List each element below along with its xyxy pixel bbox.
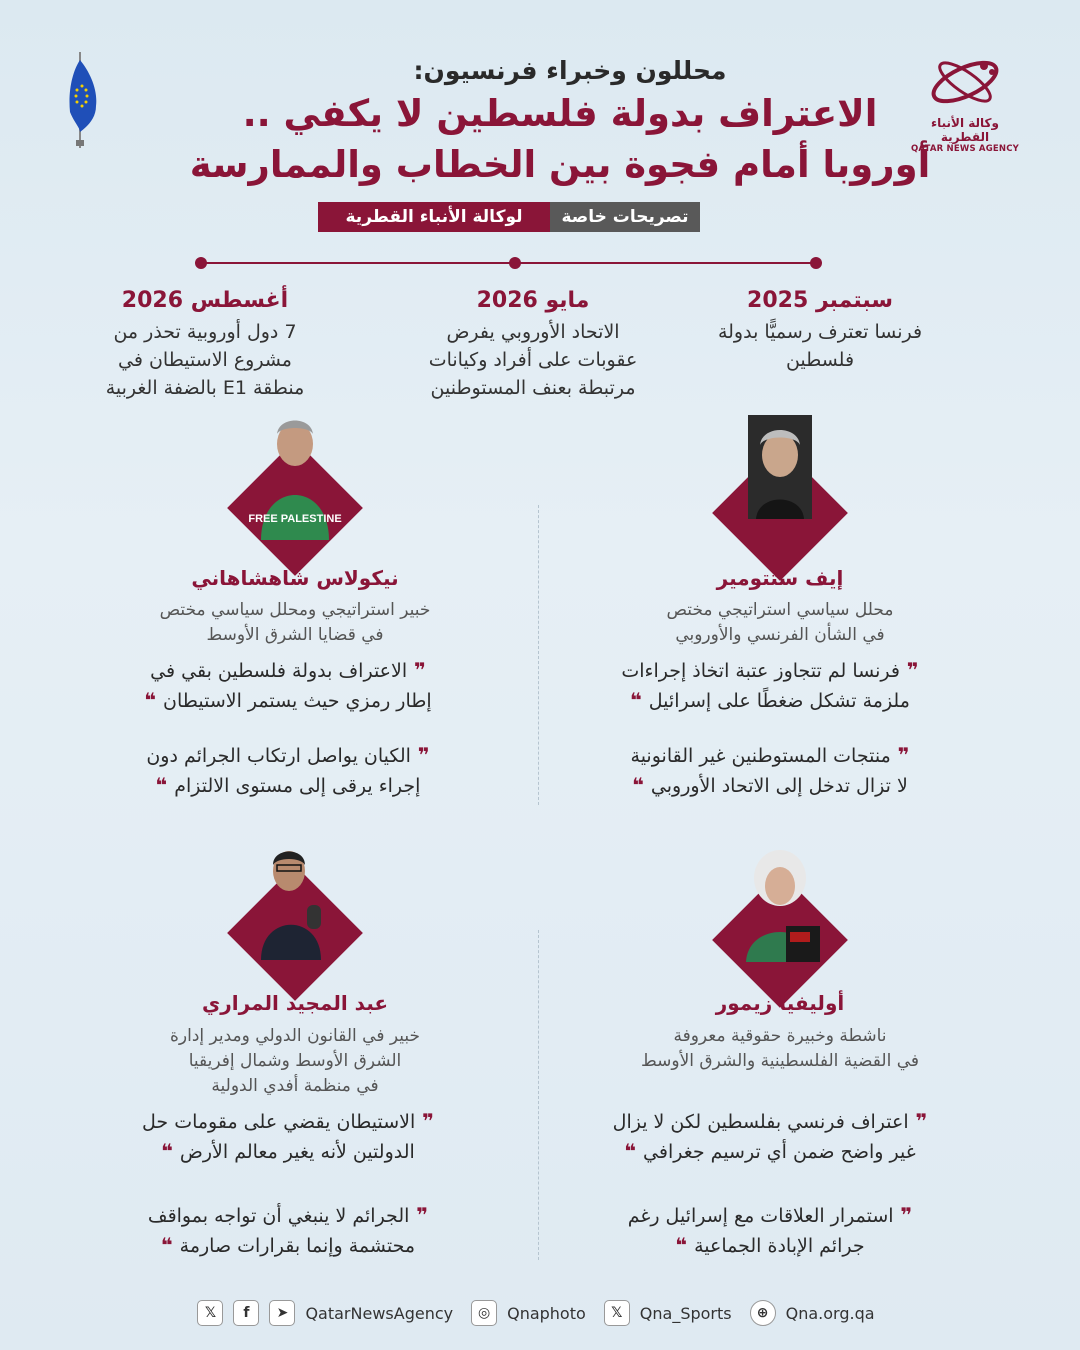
quote-line: اعتراف فرنسي بفلسطين لكن لا يزال bbox=[612, 1111, 909, 1133]
man-portrait-icon bbox=[257, 835, 333, 960]
person-role-line: خبير استراتيجي ومحلل سياسي مختص bbox=[159, 600, 431, 620]
subtitle: محللون وخبراء فرنسيون: bbox=[413, 56, 727, 85]
person-portrait bbox=[225, 410, 365, 550]
quote-open-icon: ❞ bbox=[890, 743, 910, 767]
person-portrait bbox=[225, 835, 365, 975]
quote-line: الاستيطان يقضي على مقومات حل bbox=[142, 1111, 416, 1133]
logo-name-en: QATAR NEWS AGENCY bbox=[910, 144, 1019, 154]
quote-line: منتجات المستوطنين غير القانونية bbox=[630, 745, 891, 767]
quote-open-icon: ❞ bbox=[893, 1203, 913, 1227]
quote bbox=[600, 656, 940, 716]
social-handle-sports[interactable]: Qna_Sports bbox=[639, 1303, 732, 1323]
quote-close-icon: ❝ bbox=[632, 773, 651, 797]
quote-line: إجراء يرقى إلى مستوى الالتزام bbox=[174, 775, 421, 797]
quote-line: الكيان يواصل ارتكاب الجرائم دون bbox=[146, 745, 411, 767]
person-role-line: الشرق الأوسط وشمال إفريقيا bbox=[188, 1051, 402, 1071]
timeline-dot bbox=[509, 257, 521, 269]
person-role-line: في القضية الفلسطينية والشرق الأوسط bbox=[640, 1051, 919, 1071]
logo-name-ar: وكالة الأنباء القطرية bbox=[931, 116, 999, 144]
timeline-event-line: الاتحاد الأوروبي يفرض bbox=[446, 321, 620, 343]
quote-line: الاعتراف بدولة فلسطين بقي في bbox=[150, 660, 408, 682]
shirt-text: FREE PALESTINE bbox=[248, 513, 342, 525]
quote bbox=[600, 741, 940, 801]
person-role-line: في منظمة أفدي الدولية bbox=[211, 1076, 379, 1096]
quote bbox=[118, 1201, 458, 1261]
quote-close-icon: ❝ bbox=[630, 688, 649, 712]
telegram-icon[interactable]: ➤ bbox=[269, 1300, 295, 1326]
quote-line: استمرار العلاقات مع إسرائيل رغم bbox=[627, 1205, 894, 1227]
quote bbox=[118, 741, 458, 801]
person-role-line: ناشطة وخبيرة حقوقية معروفة bbox=[673, 1026, 887, 1046]
quote-line: لا تزال تدخل إلى الاتحاد الأوروبي bbox=[650, 775, 908, 797]
person-name: أوليفيا زيمور bbox=[715, 991, 845, 1015]
quote-open-icon: ❞ bbox=[415, 1109, 434, 1133]
person-role-line: محلل سياسي استراتيجي مختص bbox=[666, 600, 894, 620]
quote-open-icon: ❞ bbox=[410, 743, 430, 767]
person-name: عبد المجيد المراري bbox=[201, 991, 389, 1015]
quote-open-icon: ❞ bbox=[899, 658, 919, 682]
timeline-event-line: فرنسا تعترف رسميًّا بدولة bbox=[717, 321, 923, 343]
website-link[interactable]: Qna.org.qa bbox=[785, 1303, 875, 1323]
badge-left-text: تصريحات خاصة bbox=[550, 202, 700, 232]
person-role-line: في الشأن الفرنسي والأوروبي bbox=[675, 625, 885, 645]
person-portrait bbox=[710, 842, 850, 982]
x-icon[interactable]: 𝕏 bbox=[604, 1300, 630, 1326]
quote-close-icon: ❝ bbox=[160, 1233, 180, 1257]
quote-open-icon: ❞ bbox=[407, 658, 426, 682]
person-name: إيف ستتومير bbox=[716, 566, 844, 590]
column-divider bbox=[538, 930, 539, 1260]
quote bbox=[118, 656, 458, 716]
person-role-line: خبير في القانون الدولي ومدير إدارة bbox=[169, 1026, 420, 1046]
person-role bbox=[125, 1024, 465, 1099]
social-footer bbox=[0, 1300, 1080, 1326]
social-handle-main[interactable]: QatarNewsAgency bbox=[305, 1303, 454, 1323]
timeline-dot bbox=[195, 257, 207, 269]
quote-line: الدولتين لأنه يغير معالم الأرض bbox=[179, 1141, 415, 1163]
person-role bbox=[125, 598, 465, 648]
quote-line: فرنسا لم تتجاوز عتبة اتخاذ إجراءات bbox=[621, 660, 900, 682]
quote-line: ملزمة تشكل ضغطًا على إسرائيل bbox=[648, 690, 910, 712]
timeline-date: سبتمبر 2025 bbox=[747, 288, 893, 313]
x-icon[interactable]: 𝕏 bbox=[197, 1300, 223, 1326]
quote bbox=[118, 1107, 458, 1167]
facebook-icon[interactable]: f bbox=[233, 1300, 259, 1326]
quote-line: غير واضح ضمن أي ترسيم جغرافي bbox=[643, 1141, 916, 1163]
quote-line: الجرائم لا ينبغي أن تواجه بمواقف bbox=[147, 1205, 410, 1227]
timeline-event-line: 7 دول أوروبية تحذر من bbox=[113, 321, 297, 343]
man-portrait-icon bbox=[748, 415, 812, 519]
woman-portrait-icon bbox=[740, 842, 820, 962]
timeline-event bbox=[383, 318, 683, 402]
column-divider bbox=[538, 505, 539, 805]
quote-close-icon: ❝ bbox=[624, 1139, 644, 1163]
instagram-icon[interactable]: ◎ bbox=[471, 1300, 497, 1326]
person-role bbox=[610, 1024, 950, 1074]
timeline-event-line: مشروع الاستيطان في bbox=[118, 349, 292, 371]
quote-line: جرائم الإبادة الجماعية bbox=[694, 1235, 865, 1257]
timeline-event-line: مرتبطة بعنف المستوطنين bbox=[430, 377, 636, 399]
person-role-line: في قضايا الشرق الأوسط bbox=[206, 625, 384, 645]
timeline-date: أغسطس 2026 bbox=[121, 288, 289, 313]
timeline-date: مايو 2026 bbox=[476, 288, 590, 313]
exclusive-statements-badge bbox=[318, 202, 700, 232]
timeline-dot bbox=[810, 257, 822, 269]
timeline-line bbox=[200, 262, 816, 264]
quote bbox=[600, 1107, 940, 1167]
badge-right-text: لوكالة الأنباء القطرية bbox=[318, 202, 550, 232]
quote-line: محتشمة وإنما بقرارات صارمة bbox=[179, 1235, 416, 1257]
timeline-event bbox=[55, 318, 355, 402]
globe-icon[interactable]: ⊕ bbox=[750, 1300, 776, 1326]
person-role bbox=[610, 598, 950, 648]
person-portrait bbox=[710, 415, 850, 555]
man-portrait-icon bbox=[248, 410, 342, 540]
quote-open-icon: ❞ bbox=[908, 1109, 928, 1133]
quote-close-icon: ❝ bbox=[675, 1233, 695, 1257]
timeline-event-line: فلسطين bbox=[785, 349, 855, 371]
main-title-line1: الاعتراف بدولة فلسطين لا يكفي .. bbox=[242, 92, 878, 135]
social-handle-photo[interactable]: Qnaphoto bbox=[507, 1303, 586, 1323]
timeline-event bbox=[670, 318, 970, 374]
quote-close-icon: ❝ bbox=[161, 1139, 180, 1163]
quote-open-icon: ❞ bbox=[409, 1203, 429, 1227]
main-title-line2: أوروبا أمام فجوة بين الخطاب والممارسة bbox=[189, 143, 931, 186]
timeline-event-line: منطقة E1 بالضفة الغربية bbox=[105, 377, 305, 399]
quote bbox=[600, 1201, 940, 1261]
quote-close-icon: ❝ bbox=[144, 688, 164, 712]
quote-line: إطار رمزي حيث يستمر الاستيطان bbox=[163, 690, 432, 712]
person-name: نيكولاس شاهشاهاني bbox=[191, 566, 399, 590]
quote-close-icon: ❝ bbox=[155, 773, 175, 797]
timeline-event-line: عقوبات على أفراد وكيانات bbox=[428, 349, 638, 371]
